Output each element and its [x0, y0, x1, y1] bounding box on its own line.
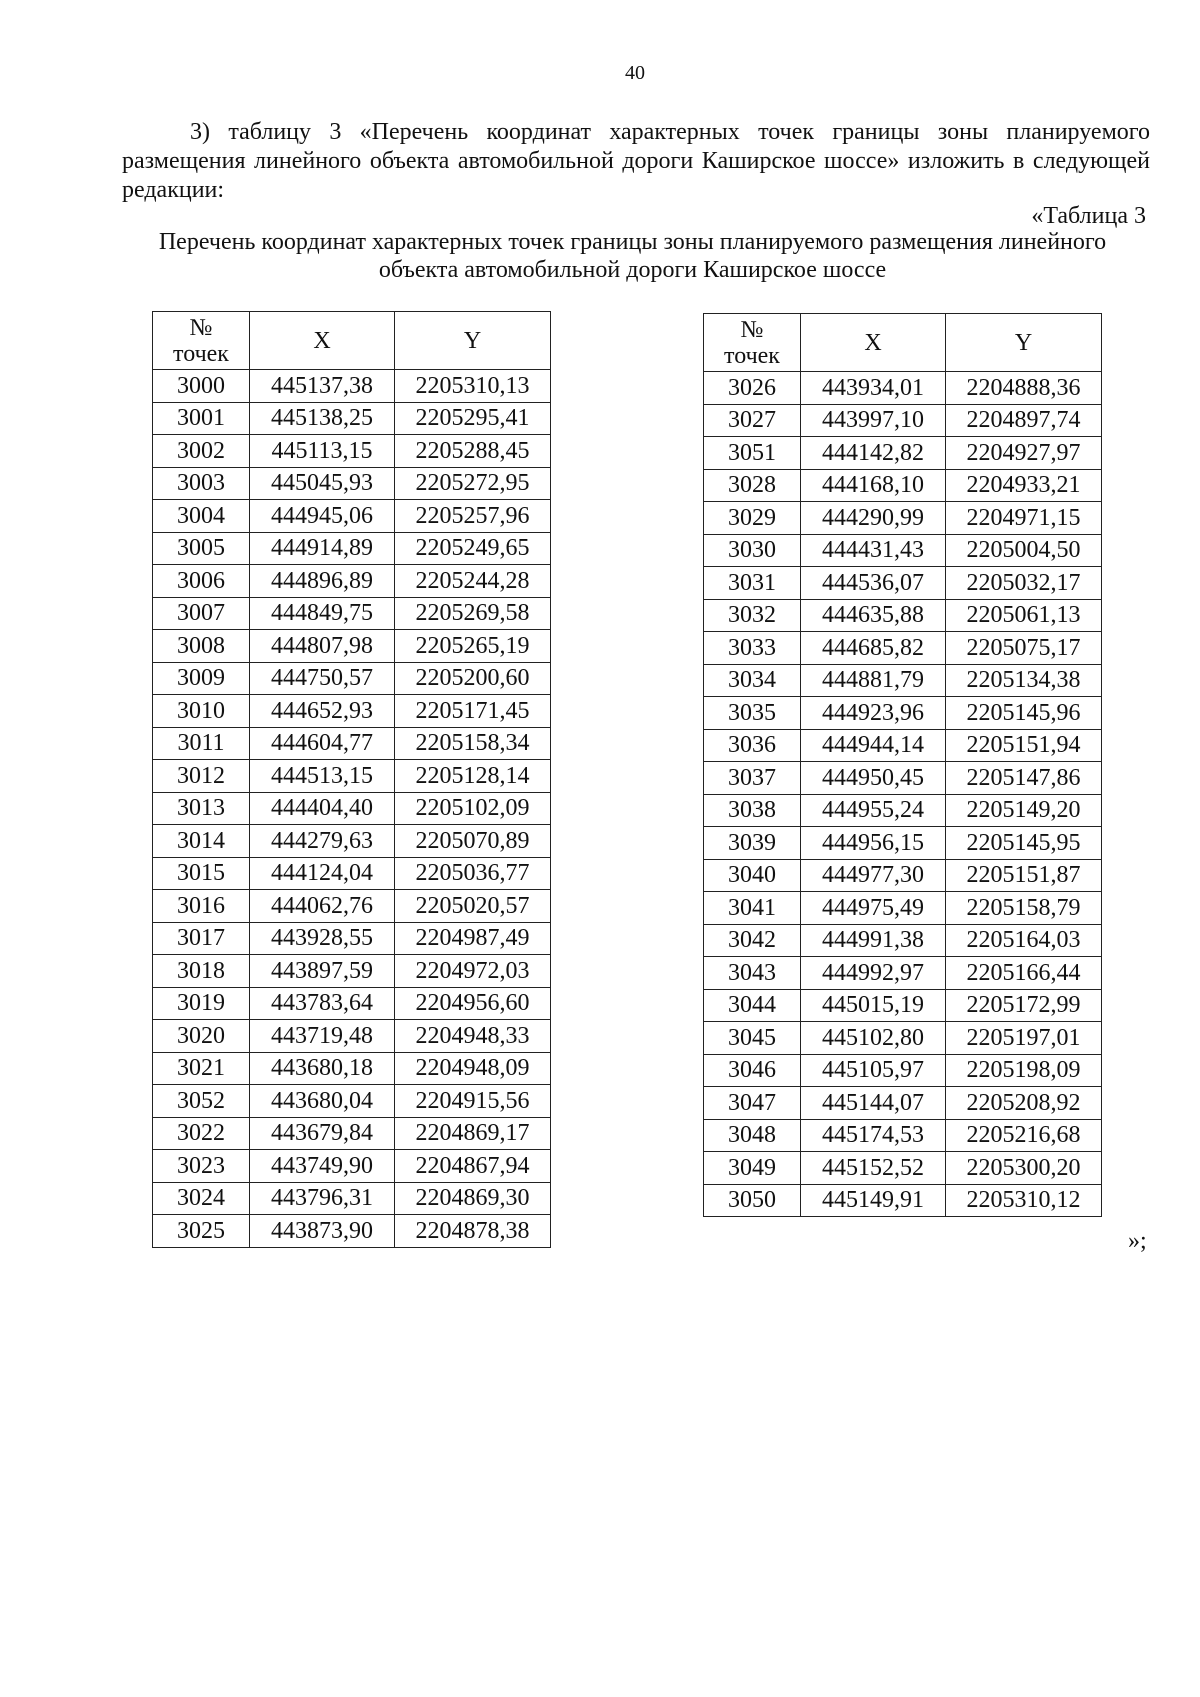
column-header-y: Y — [395, 312, 551, 370]
table-row — [704, 924, 1102, 957]
table-row — [153, 792, 551, 825]
y-coordinate: 2205300,20 — [946, 1152, 1102, 1185]
x-coordinate: 444881,79 — [801, 664, 946, 697]
table-row — [153, 565, 551, 598]
x-coordinate: 444536,07 — [801, 567, 946, 600]
table-header-row — [153, 312, 551, 370]
x-coordinate: 443680,18 — [250, 1052, 395, 1085]
point-number: 3036 — [704, 729, 801, 762]
table-row — [153, 532, 551, 565]
point-number: 3015 — [153, 857, 250, 890]
point-number: 3000 — [153, 370, 250, 403]
x-coordinate: 445174,53 — [801, 1119, 946, 1152]
y-coordinate: 2205004,50 — [946, 534, 1102, 567]
column-header-x: X — [250, 312, 395, 370]
point-number: 3032 — [704, 599, 801, 632]
point-number: 3020 — [153, 1020, 250, 1053]
x-coordinate: 444062,76 — [250, 890, 395, 923]
x-coordinate: 445144,07 — [801, 1087, 946, 1120]
y-coordinate: 2205061,13 — [946, 599, 1102, 632]
y-coordinate: 2205128,14 — [395, 760, 551, 793]
y-coordinate: 2205070,89 — [395, 825, 551, 858]
y-coordinate: 2204878,38 — [395, 1215, 551, 1248]
y-coordinate: 2205216,68 — [946, 1119, 1102, 1152]
y-coordinate: 2205249,65 — [395, 532, 551, 565]
x-coordinate: 444142,82 — [801, 437, 946, 470]
table-row — [704, 632, 1102, 665]
point-number: 3030 — [704, 534, 801, 567]
point-number: 3012 — [153, 760, 250, 793]
x-coordinate: 443873,90 — [250, 1215, 395, 1248]
table-row — [704, 729, 1102, 762]
table-row — [153, 467, 551, 500]
table-row — [153, 1215, 551, 1248]
table-row — [704, 437, 1102, 470]
point-number: 3043 — [704, 957, 801, 990]
table-row — [704, 1119, 1102, 1152]
table-row — [704, 664, 1102, 697]
y-coordinate: 2205145,96 — [946, 697, 1102, 730]
y-coordinate: 2204897,74 — [946, 404, 1102, 437]
y-coordinate: 2205310,13 — [395, 370, 551, 403]
y-coordinate: 2204869,17 — [395, 1117, 551, 1150]
point-number: 3006 — [153, 565, 250, 598]
point-number: 3035 — [704, 697, 801, 730]
table-row — [704, 827, 1102, 860]
point-number: 3031 — [704, 567, 801, 600]
x-coordinate: 444977,30 — [801, 859, 946, 892]
point-number: 3034 — [704, 664, 801, 697]
table-row — [153, 402, 551, 435]
y-coordinate: 2205151,87 — [946, 859, 1102, 892]
point-number: 3041 — [704, 892, 801, 925]
table-row — [153, 1117, 551, 1150]
x-coordinate: 443783,64 — [250, 987, 395, 1020]
point-number: 3011 — [153, 727, 250, 760]
point-number: 3052 — [153, 1085, 250, 1118]
point-number: 3022 — [153, 1117, 250, 1150]
x-coordinate: 444945,06 — [250, 500, 395, 533]
y-coordinate: 2205151,94 — [946, 729, 1102, 762]
table-row — [153, 987, 551, 1020]
x-coordinate: 444975,49 — [801, 892, 946, 925]
closing-quote: »; — [1128, 1228, 1147, 1254]
table-row — [153, 922, 551, 955]
intro-text: таблицу 3 «Перечень координат характерных точек границы зоны планируемого размещения линейного объекта автомобильной дороги Каширское шоссе» изложить в следующей редакции: — [122, 119, 1150, 203]
x-coordinate: 443928,55 — [250, 922, 395, 955]
y-coordinate: 2205166,44 — [946, 957, 1102, 990]
point-number: 3040 — [704, 859, 801, 892]
point-number: 3026 — [704, 372, 801, 405]
x-coordinate: 443719,48 — [250, 1020, 395, 1053]
x-coordinate: 444279,63 — [250, 825, 395, 858]
table-row — [153, 630, 551, 663]
table-row — [704, 404, 1102, 437]
table-row — [153, 662, 551, 695]
table-row — [704, 989, 1102, 1022]
point-number: 3048 — [704, 1119, 801, 1152]
y-coordinate: 2204915,56 — [395, 1085, 551, 1118]
table-row — [704, 794, 1102, 827]
table-row — [153, 727, 551, 760]
table-title: Перечень координат характерных точек границы зоны планируемого размещения линейного объекта автомобильной дороги Каширское шоссе — [158, 229, 1107, 283]
y-coordinate: 2204956,60 — [395, 987, 551, 1020]
point-number: 3027 — [704, 404, 801, 437]
point-number: 3044 — [704, 989, 801, 1022]
table-row — [704, 1184, 1102, 1217]
table-row — [153, 1052, 551, 1085]
table-row — [153, 1020, 551, 1053]
table-row — [153, 955, 551, 988]
table-row — [153, 1150, 551, 1183]
point-number: 3008 — [153, 630, 250, 663]
x-coordinate: 445113,15 — [250, 435, 395, 468]
y-coordinate: 2204927,97 — [946, 437, 1102, 470]
table-row — [704, 957, 1102, 990]
x-coordinate: 443997,10 — [801, 404, 946, 437]
point-number: 3038 — [704, 794, 801, 827]
x-coordinate: 444685,82 — [801, 632, 946, 665]
x-coordinate: 444168,10 — [801, 469, 946, 502]
table-row — [153, 435, 551, 468]
point-number: 3013 — [153, 792, 250, 825]
x-coordinate: 444944,14 — [801, 729, 946, 762]
table-row — [704, 372, 1102, 405]
y-coordinate: 2204933,21 — [946, 469, 1102, 502]
y-coordinate: 2204888,36 — [946, 372, 1102, 405]
y-coordinate: 2205265,19 — [395, 630, 551, 663]
y-coordinate: 2205164,03 — [946, 924, 1102, 957]
point-number: 3016 — [153, 890, 250, 923]
x-coordinate: 444914,89 — [250, 532, 395, 565]
y-coordinate: 2205208,92 — [946, 1087, 1102, 1120]
point-number: 3002 — [153, 435, 250, 468]
x-coordinate: 444807,98 — [250, 630, 395, 663]
y-coordinate: 2205198,09 — [946, 1054, 1102, 1087]
point-number: 3025 — [153, 1215, 250, 1248]
x-coordinate: 444991,38 — [801, 924, 946, 957]
point-number: 3017 — [153, 922, 250, 955]
column-header-number — [704, 314, 801, 372]
y-coordinate: 2205288,45 — [395, 435, 551, 468]
number-word: точек — [724, 342, 780, 369]
table-row — [704, 1152, 1102, 1185]
y-coordinate: 2205145,95 — [946, 827, 1102, 860]
table-row — [704, 859, 1102, 892]
y-coordinate: 2205172,99 — [946, 989, 1102, 1022]
coordinates-table-right — [703, 313, 1102, 1217]
x-coordinate: 444404,40 — [250, 792, 395, 825]
table-row — [153, 760, 551, 793]
table-row — [704, 762, 1102, 795]
table-row — [153, 500, 551, 533]
point-number: 3046 — [704, 1054, 801, 1087]
x-coordinate: 444950,45 — [801, 762, 946, 795]
x-coordinate: 443897,59 — [250, 955, 395, 988]
y-coordinate: 2205032,17 — [946, 567, 1102, 600]
x-coordinate: 443680,04 — [250, 1085, 395, 1118]
table-row — [704, 1054, 1102, 1087]
point-number: 3042 — [704, 924, 801, 957]
y-coordinate: 2205036,77 — [395, 857, 551, 890]
point-number: 3049 — [704, 1152, 801, 1185]
table-row — [153, 370, 551, 403]
table-row — [704, 1087, 1102, 1120]
table-label: «Таблица 3 — [1031, 203, 1146, 229]
table-row — [153, 857, 551, 890]
x-coordinate: 444513,15 — [250, 760, 395, 793]
y-coordinate: 2204948,33 — [395, 1020, 551, 1053]
table-row — [704, 502, 1102, 535]
x-coordinate: 444604,77 — [250, 727, 395, 760]
x-coordinate: 444923,96 — [801, 697, 946, 730]
y-coordinate: 2205134,38 — [946, 664, 1102, 697]
x-coordinate: 445105,97 — [801, 1054, 946, 1087]
x-coordinate: 444124,04 — [250, 857, 395, 890]
point-number: 3023 — [153, 1150, 250, 1183]
table-row — [153, 825, 551, 858]
y-coordinate: 2205147,86 — [946, 762, 1102, 795]
point-number: 3039 — [704, 827, 801, 860]
column-header-number — [153, 312, 250, 370]
x-coordinate: 445015,19 — [801, 989, 946, 1022]
x-coordinate: 444992,97 — [801, 957, 946, 990]
x-coordinate: 443679,84 — [250, 1117, 395, 1150]
y-coordinate: 2205197,01 — [946, 1022, 1102, 1055]
point-number: 3019 — [153, 987, 250, 1020]
y-coordinate: 2205158,34 — [395, 727, 551, 760]
point-number: 3050 — [704, 1184, 801, 1217]
number-word: точек — [173, 340, 229, 367]
x-coordinate: 444750,57 — [250, 662, 395, 695]
point-number: 3014 — [153, 825, 250, 858]
x-coordinate: 443934,01 — [801, 372, 946, 405]
y-coordinate: 2204972,03 — [395, 955, 551, 988]
table-row — [704, 697, 1102, 730]
number-sign: № — [740, 316, 764, 343]
table-row — [153, 695, 551, 728]
point-number: 3045 — [704, 1022, 801, 1055]
y-coordinate: 2204869,30 — [395, 1182, 551, 1215]
point-number: 3051 — [704, 437, 801, 470]
x-coordinate: 444635,88 — [801, 599, 946, 632]
x-coordinate: 445045,93 — [250, 467, 395, 500]
y-coordinate: 2205244,28 — [395, 565, 551, 598]
point-number: 3033 — [704, 632, 801, 665]
point-number: 3005 — [153, 532, 250, 565]
point-number: 3029 — [704, 502, 801, 535]
y-coordinate: 2204971,15 — [946, 502, 1102, 535]
y-coordinate: 2205158,79 — [946, 892, 1102, 925]
x-coordinate: 445138,25 — [250, 402, 395, 435]
y-coordinate: 2205020,57 — [395, 890, 551, 923]
x-coordinate: 444955,24 — [801, 794, 946, 827]
y-coordinate: 2205295,41 — [395, 402, 551, 435]
y-coordinate: 2205171,45 — [395, 695, 551, 728]
point-number: 3024 — [153, 1182, 250, 1215]
table-row — [704, 599, 1102, 632]
x-coordinate: 445152,52 — [801, 1152, 946, 1185]
x-coordinate: 444956,15 — [801, 827, 946, 860]
y-coordinate: 2204867,94 — [395, 1150, 551, 1183]
intro-lead: 3) — [190, 119, 210, 145]
table-row — [153, 890, 551, 923]
x-coordinate: 444849,75 — [250, 597, 395, 630]
table-row — [704, 469, 1102, 502]
table-row — [153, 597, 551, 630]
x-coordinate: 444290,99 — [801, 502, 946, 535]
y-coordinate: 2205075,17 — [946, 632, 1102, 665]
table-row — [704, 892, 1102, 925]
x-coordinate: 444431,43 — [801, 534, 946, 567]
table-row — [704, 534, 1102, 567]
intro-paragraph — [122, 118, 1150, 205]
point-number: 3001 — [153, 402, 250, 435]
table-row — [153, 1182, 551, 1215]
y-coordinate: 2205269,58 — [395, 597, 551, 630]
x-coordinate: 445137,38 — [250, 370, 395, 403]
point-number: 3009 — [153, 662, 250, 695]
point-number: 3010 — [153, 695, 250, 728]
x-coordinate: 444652,93 — [250, 695, 395, 728]
table-row — [153, 1085, 551, 1118]
y-coordinate: 2205257,96 — [395, 500, 551, 533]
x-coordinate: 445149,91 — [801, 1184, 946, 1217]
column-header-y: Y — [946, 314, 1102, 372]
point-number: 3028 — [704, 469, 801, 502]
y-coordinate: 2205310,12 — [946, 1184, 1102, 1217]
point-number: 3003 — [153, 467, 250, 500]
y-coordinate: 2204948,09 — [395, 1052, 551, 1085]
point-number: 3018 — [153, 955, 250, 988]
point-number: 3021 — [153, 1052, 250, 1085]
table-row — [704, 1022, 1102, 1055]
table-header-row — [704, 314, 1102, 372]
y-coordinate: 2205149,20 — [946, 794, 1102, 827]
coordinates-table-left — [152, 311, 551, 1248]
x-coordinate: 444896,89 — [250, 565, 395, 598]
number-sign: № — [189, 314, 213, 341]
table-row — [704, 567, 1102, 600]
column-header-x: X — [801, 314, 946, 372]
page-number: 40 — [625, 62, 645, 84]
x-coordinate: 445102,80 — [801, 1022, 946, 1055]
point-number: 3004 — [153, 500, 250, 533]
point-number: 3047 — [704, 1087, 801, 1120]
x-coordinate: 443796,31 — [250, 1182, 395, 1215]
x-coordinate: 443749,90 — [250, 1150, 395, 1183]
y-coordinate: 2205102,09 — [395, 792, 551, 825]
point-number: 3037 — [704, 762, 801, 795]
point-number: 3007 — [153, 597, 250, 630]
y-coordinate: 2205200,60 — [395, 662, 551, 695]
y-coordinate: 2204987,49 — [395, 922, 551, 955]
y-coordinate: 2205272,95 — [395, 467, 551, 500]
